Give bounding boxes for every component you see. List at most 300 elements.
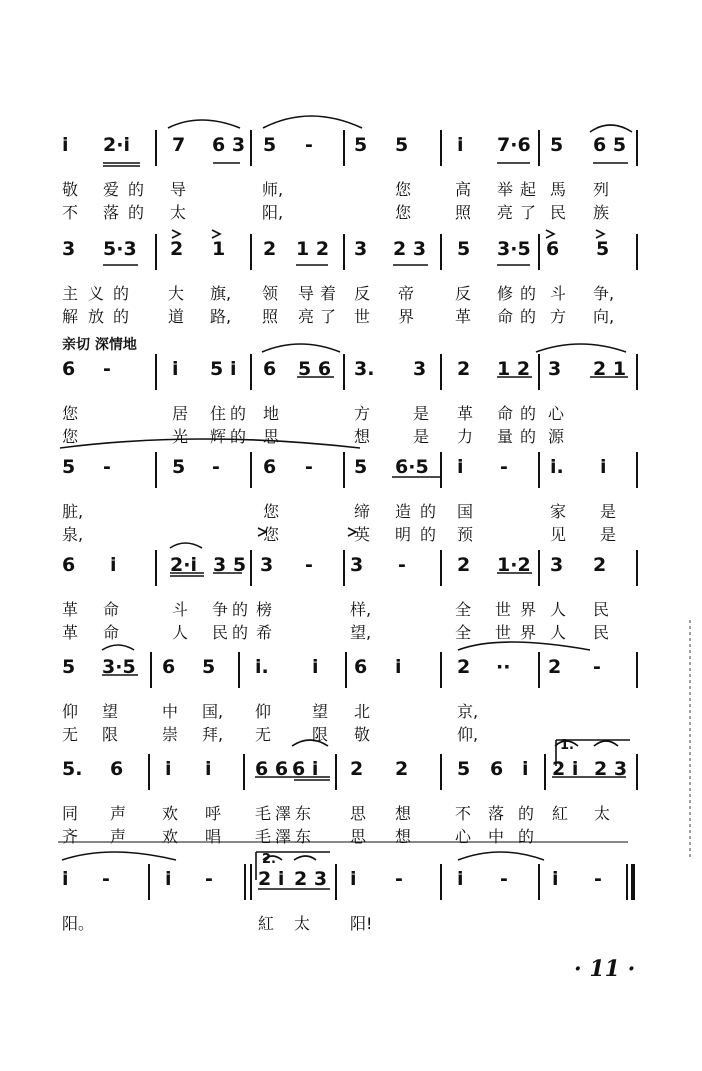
lyric: 了 (520, 203, 537, 222)
lyric: 的 (113, 284, 130, 303)
lyric: 反 (455, 284, 472, 303)
barline (345, 652, 347, 688)
expression-marking: 亲切 深情地 (62, 337, 137, 353)
lyric: 崇 (162, 725, 179, 744)
lyric: 居 (172, 404, 189, 423)
note: 2 i (552, 758, 579, 780)
note: 5 (395, 134, 409, 156)
notes-row (0, 232, 702, 272)
note: 2 3 (594, 758, 628, 780)
note: i (457, 868, 464, 890)
lyric: 义 (88, 284, 105, 303)
lyric: 导 (298, 284, 315, 303)
note: 5 (354, 456, 368, 478)
barline (440, 130, 442, 166)
note: 6 3 (212, 134, 246, 156)
lyric: 无 (255, 725, 272, 744)
system-7 (0, 738, 702, 862)
barline (538, 864, 540, 900)
lyric: 思 (350, 827, 367, 846)
lyric: 主 (62, 284, 79, 303)
lyric: 的 (420, 525, 437, 544)
note: 6 (263, 358, 277, 380)
barline (636, 452, 638, 488)
note: 5 (62, 656, 76, 678)
lyric: 解 (62, 307, 79, 326)
note: 6 (162, 656, 176, 678)
barline (538, 354, 540, 390)
note: 3·5 (497, 238, 531, 260)
lyric: 领 (262, 284, 279, 303)
lyric: 放 (88, 307, 105, 326)
note: - (500, 868, 508, 890)
lyric: 争, (593, 284, 615, 303)
lyric: 预 (457, 525, 474, 544)
lyric: 缔 (354, 502, 371, 521)
note: 1 (212, 238, 226, 260)
barline (544, 754, 546, 790)
lyric: 样, (350, 600, 372, 619)
lyric: 落 (488, 804, 505, 823)
note: - (212, 456, 220, 478)
lyric: 界 (520, 623, 537, 642)
lyric: 声 (110, 827, 127, 846)
final-barline-thin (626, 864, 628, 900)
lyric: 高 (455, 180, 472, 199)
lyric: 大 (168, 284, 185, 303)
system-3 (0, 337, 702, 462)
lyric: 民 (593, 600, 610, 619)
lyric: 的 (520, 404, 537, 423)
note: 2·i (103, 134, 130, 156)
lyric: 帝 (398, 284, 415, 303)
lyric: 斗 (172, 600, 189, 619)
barline (538, 652, 540, 688)
barline (440, 234, 442, 270)
lyric: 革 (62, 600, 79, 619)
lyric: 毛 (255, 827, 272, 846)
note: 2 (548, 656, 562, 678)
lyric: 界 (520, 600, 537, 619)
note: 2 3 (294, 868, 328, 890)
note: 1·2 (497, 554, 531, 576)
lyric: 世 (495, 623, 512, 642)
lyric: 东 (295, 827, 312, 846)
lyric: 家 (550, 502, 567, 521)
barline (538, 234, 540, 270)
lyric: 望 (312, 702, 329, 721)
note: 5·3 (103, 238, 137, 260)
lyric: 仰, (457, 725, 479, 744)
barline (238, 652, 240, 688)
lyric: 的 (520, 307, 537, 326)
lyric: 民 (212, 623, 229, 642)
note: 7·6 (497, 134, 531, 156)
note: - (398, 554, 406, 576)
lyric: 同 (62, 804, 79, 823)
lyric: 不 (455, 804, 472, 823)
barline (636, 754, 638, 790)
barline (538, 452, 540, 488)
lyric: 希 (256, 623, 273, 642)
lyric: 方 (550, 307, 567, 326)
note: 3·5 (102, 656, 136, 678)
lyric: 了 (320, 307, 337, 326)
lyric: 泉, (62, 525, 84, 544)
note: 2 i (258, 868, 285, 890)
lyric: 斗 (550, 284, 567, 303)
lyric: 力 (457, 427, 474, 446)
note: 5 (210, 358, 224, 380)
notes-row (0, 352, 702, 392)
notes-row (0, 128, 702, 168)
note: 2 (395, 758, 409, 780)
note: - (102, 868, 110, 890)
notes-row (0, 548, 702, 588)
note: 5 (596, 238, 610, 260)
lyric: 的 (232, 600, 249, 619)
note: i (62, 868, 69, 890)
lyric: 的 (230, 404, 247, 423)
note: 5 (354, 134, 368, 156)
note: 7 (172, 134, 186, 156)
notes-row (0, 650, 702, 690)
lyric: 您 (62, 427, 79, 446)
note: 2 (457, 358, 471, 380)
lyric: 革 (457, 404, 474, 423)
lyric: 是 (600, 525, 617, 544)
lyric: 国, (202, 702, 224, 721)
note: 3 5 (213, 554, 247, 576)
note: - (395, 868, 403, 890)
lyric: 的 (518, 804, 535, 823)
lyric: 的 (113, 307, 130, 326)
barline (440, 652, 442, 688)
barline (150, 652, 152, 688)
barline (155, 234, 157, 270)
lyric: 住 (210, 404, 227, 423)
system-5 (0, 548, 702, 658)
note: 2 1 (593, 358, 627, 380)
barline (343, 452, 345, 488)
lyric: 榜 (256, 600, 273, 619)
lyric: 您 (263, 502, 280, 521)
note: 5 (550, 134, 564, 156)
barline (636, 550, 638, 586)
lyric: 不 (62, 203, 79, 222)
barline (636, 130, 638, 166)
lyric: 的 (520, 427, 537, 446)
note: 6 (62, 358, 76, 380)
lyric: 反 (354, 284, 371, 303)
lyric: 中 (488, 827, 505, 846)
note: - (593, 656, 601, 678)
note: 6·5 (395, 456, 429, 478)
barline (250, 234, 252, 270)
system-2 (0, 232, 702, 342)
barline (155, 354, 157, 390)
lyric: 京, (457, 702, 479, 721)
note: 2 3 (393, 238, 427, 260)
barline (155, 550, 157, 586)
lyric: 想 (354, 427, 371, 446)
lyric: 望 (102, 702, 119, 721)
note: - (594, 868, 602, 890)
lyric: 的 (128, 203, 145, 222)
note: i (172, 358, 179, 380)
lyric: 全 (455, 623, 472, 642)
lyric: 起 (520, 180, 537, 199)
barline (155, 130, 157, 166)
note: 2 (170, 238, 184, 260)
first-ending-label: 1. (560, 738, 574, 753)
lyric: 亮 (298, 307, 315, 326)
lyric: 是 (413, 427, 430, 446)
lyric: 思 (263, 427, 280, 446)
lyric: 见 (550, 525, 567, 544)
lyric: 照 (262, 307, 279, 326)
lyric: 馬 (550, 180, 567, 199)
barline (335, 754, 337, 790)
lyric: 光 (172, 427, 189, 446)
note: 6 (263, 456, 277, 478)
lyric: 列 (593, 180, 610, 199)
barline (148, 864, 150, 900)
note: 2 (457, 554, 471, 576)
barline (440, 864, 442, 900)
second-ending-label: 2. (262, 852, 276, 867)
lyric: 心 (455, 827, 472, 846)
note: - (500, 456, 508, 478)
note: 2 (593, 554, 607, 576)
note: 5 6 (298, 358, 332, 380)
note: 6 5 (593, 134, 627, 156)
lyric: 爱 (103, 180, 120, 199)
barline (343, 550, 345, 586)
lyric: 紅 (258, 914, 275, 933)
lyric: 东 (295, 804, 312, 823)
lyric: 是 (600, 502, 617, 521)
note: i (522, 758, 529, 780)
lyric: 唱 (205, 827, 222, 846)
lyric: 亮 (497, 203, 514, 222)
note: i (600, 456, 607, 478)
note: 3 (354, 238, 368, 260)
lyric: 想 (395, 804, 412, 823)
lyric: 仰 (62, 702, 79, 721)
note: 1 2 (497, 358, 531, 380)
lyric: 拜, (202, 725, 224, 744)
note: 3 (260, 554, 274, 576)
lyric: 着 (320, 284, 337, 303)
lyric: 阳。 (62, 914, 95, 933)
lyric: 命 (103, 600, 120, 619)
lyric: 阳, (262, 203, 284, 222)
lyric: 举 (497, 180, 514, 199)
lyric: 全 (455, 600, 472, 619)
note: i (230, 358, 237, 380)
barline (335, 864, 337, 900)
notes-row (0, 450, 702, 490)
note: 6 (354, 656, 368, 678)
note: i (552, 868, 559, 890)
note: 6 (110, 758, 124, 780)
barline (250, 354, 252, 390)
barline (243, 754, 245, 790)
barline (343, 234, 345, 270)
barline (343, 354, 345, 390)
lyric: 澤 (275, 827, 292, 846)
note: i (165, 868, 172, 890)
lyric: 脏, (62, 502, 84, 521)
lyric: 革 (62, 623, 79, 642)
lyric: 道 (168, 307, 185, 326)
note: 5 (172, 456, 186, 478)
lyric: 欢 (162, 827, 179, 846)
note: 5 (457, 758, 471, 780)
barline (440, 550, 442, 586)
lyric: 人 (172, 623, 189, 642)
lyric: 革 (455, 307, 472, 326)
lyric: 人 (550, 623, 567, 642)
notes-row (0, 862, 702, 902)
lyric: 辉 (210, 427, 227, 446)
barline (440, 354, 442, 390)
lyric: 命 (103, 623, 120, 642)
lyric: 地 (263, 404, 280, 423)
note: 1 2 (296, 238, 330, 260)
barline (538, 130, 540, 166)
lyric: 的 (128, 180, 145, 199)
note: i (205, 758, 212, 780)
barline (250, 452, 252, 488)
lyric: 的 (232, 623, 249, 642)
note: i (312, 656, 319, 678)
lyric: 中 (162, 702, 179, 721)
barline (343, 130, 345, 166)
lyric: 的 (420, 502, 437, 521)
lyric: 是 (413, 404, 430, 423)
lyric: 造 (395, 502, 412, 521)
lyric: 明 (395, 525, 412, 544)
note: - (103, 456, 111, 478)
lyric: 欢 (162, 804, 179, 823)
lyric: 限 (312, 725, 329, 744)
lyric: 敬 (354, 725, 371, 744)
note: 3 (413, 358, 427, 380)
lyric: 太 (294, 914, 311, 933)
note: 2 (350, 758, 364, 780)
note: i (165, 758, 172, 780)
lyric: 量 (497, 427, 514, 446)
barline (636, 354, 638, 390)
lyric: 呼 (205, 804, 222, 823)
note: i (110, 554, 117, 576)
note: 6 (546, 238, 560, 260)
barline (250, 550, 252, 586)
note: i (457, 456, 464, 478)
lyric: 毛 (255, 804, 272, 823)
note: 6 (62, 554, 76, 576)
lyric: 太 (594, 804, 611, 823)
lyric: 世 (495, 600, 512, 619)
lyric: 您 (395, 203, 412, 222)
lyric: 命 (497, 404, 514, 423)
lyric: 您 (395, 180, 412, 199)
lyric: 民 (550, 203, 567, 222)
lyric: 的 (518, 827, 535, 846)
lyric: 方 (354, 404, 371, 423)
note: 3 (350, 554, 364, 576)
system-1 (0, 128, 702, 238)
lyric: 路, (210, 307, 232, 326)
notes-row (0, 752, 702, 792)
lyric: 师, (262, 180, 284, 199)
note: i (395, 656, 402, 678)
lyric: 源 (548, 427, 565, 446)
note: 2 (263, 238, 277, 260)
lyric: 族 (593, 203, 610, 222)
note: 5 (202, 656, 216, 678)
lyric: 英 (354, 525, 371, 544)
note: 3 (62, 238, 76, 260)
note: 2·i (170, 554, 197, 576)
lyric: 无 (62, 725, 79, 744)
lyric: 旗, (210, 284, 232, 303)
note: i (457, 134, 464, 156)
note: - (305, 134, 313, 156)
lyric: 的 (520, 284, 537, 303)
lyric: 仰 (255, 702, 272, 721)
lyric: 修 (497, 284, 514, 303)
barline (636, 652, 638, 688)
note: 3. (354, 358, 375, 380)
lyric: 落 (103, 203, 120, 222)
lyric: 望, (350, 623, 372, 642)
lyric: 命 (497, 307, 514, 326)
note: - (305, 456, 313, 478)
note: - (205, 868, 213, 890)
lyric: 照 (455, 203, 472, 222)
lyric: 争 (212, 600, 229, 619)
lyric: 您 (62, 404, 79, 423)
note: - (305, 554, 313, 576)
note: - (103, 358, 111, 380)
lyric: 太 (170, 203, 187, 222)
lyric: 敬 (62, 180, 79, 199)
barline (148, 754, 150, 790)
note: 5 (457, 238, 471, 260)
note: 6 (490, 758, 504, 780)
note: i. (550, 456, 564, 478)
lyric: 齐 (62, 827, 79, 846)
barline (538, 550, 540, 586)
lyric: 向, (593, 307, 615, 326)
repeat-barline-thin (250, 864, 252, 900)
lyric: 想 (395, 827, 412, 846)
repeat-barline (244, 864, 246, 900)
note: i (62, 134, 69, 156)
lyric: 人 (550, 600, 567, 619)
lyric: 的 (230, 427, 247, 446)
barline (440, 452, 442, 488)
note: 3 (548, 358, 562, 380)
page-number: · 11 · (574, 956, 636, 982)
lyric: 澤 (275, 804, 292, 823)
system-6 (0, 650, 702, 760)
lyric: 民 (593, 623, 610, 642)
lyric: 您 (263, 525, 280, 544)
